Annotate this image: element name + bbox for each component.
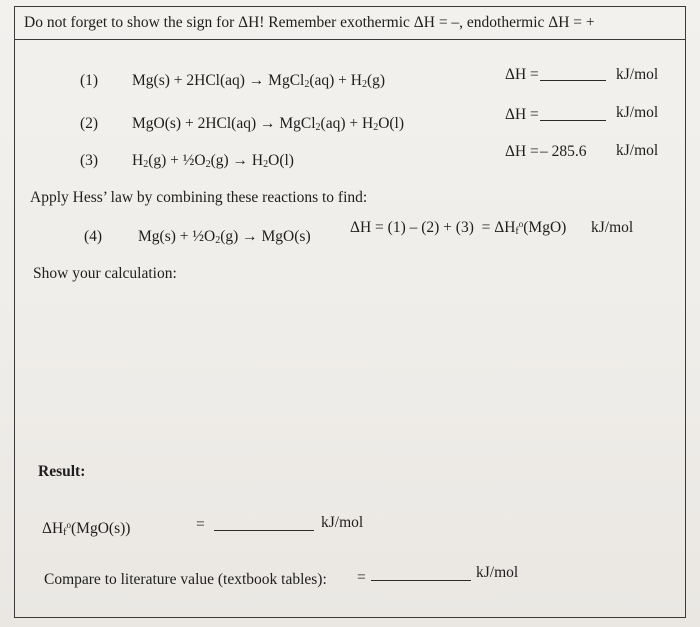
- result-unit: kJ/mol: [321, 514, 364, 531]
- reaction-2-dh-label: ΔH =: [505, 106, 539, 123]
- reaction-4-equation: $Mg(s) + \frac{1}{2}O_2(g) \to MgO(s)$: [138, 228, 311, 246]
- reaction-4-number: (4): [84, 228, 103, 245]
- compare-equals: =: [357, 569, 366, 586]
- result-dhf-blank[interactable]: [214, 516, 314, 531]
- reaction-1-unit: kJ/mol: [616, 66, 659, 83]
- compare-blank[interactable]: [371, 566, 471, 581]
- result-heading: Result:: [38, 463, 86, 480]
- reaction-3-number: (3): [80, 152, 99, 169]
- reaction-1-equation: Mg(s) + 2HCl(aq) → MgCl$_2$(aq) + $H_2(g)$: [132, 72, 386, 90]
- compare-label: Compare to literature value (textbook tables):: [44, 571, 327, 588]
- reaction-4-unit: kJ/mol: [591, 219, 634, 236]
- reaction-2-dh-blank[interactable]: [540, 106, 606, 121]
- result-equals: =: [196, 516, 205, 533]
- hess-instruction: Apply Hess’ law by combining these reactions to find:: [30, 189, 368, 206]
- reaction-2-equation: MgO(s) + 2HCl(aq) → MgCl$_2$(aq) + $H_2O(l)$: [132, 115, 405, 133]
- reaction-4-combination: $\Delta H = (1) - (2) + (3) = \Delta H_f^o(MgO)$: [350, 219, 567, 237]
- header-divider: [14, 39, 686, 40]
- calculation-prompt: Show your calculation:: [33, 265, 177, 282]
- reaction-2-number: (2): [80, 115, 99, 132]
- reaction-1-dh-blank[interactable]: [540, 66, 606, 81]
- reaction-2-unit: kJ/mol: [616, 104, 659, 121]
- reaction-3-unit: kJ/mol: [616, 142, 659, 159]
- header-instruction: Do not forget to show the sign for ΔH! Remember exothermic ΔH = –, endothermic ΔH = +: [24, 14, 595, 31]
- result-dhf-label: $\Delta H_f^o(MgO(s))$: [42, 520, 131, 538]
- reaction-3-dh-label: ΔH =: [505, 143, 539, 160]
- reaction-1-number: (1): [80, 72, 99, 89]
- reaction-3-dh-value: – 285.6: [540, 143, 587, 160]
- compare-unit: kJ/mol: [476, 564, 519, 581]
- reaction-1-dh-label: ΔH =: [505, 66, 539, 83]
- reaction-3-equation: $H_2(g)$ + $\frac{1}{2}O_2(g) \to H_2O(l)$: [132, 152, 294, 170]
